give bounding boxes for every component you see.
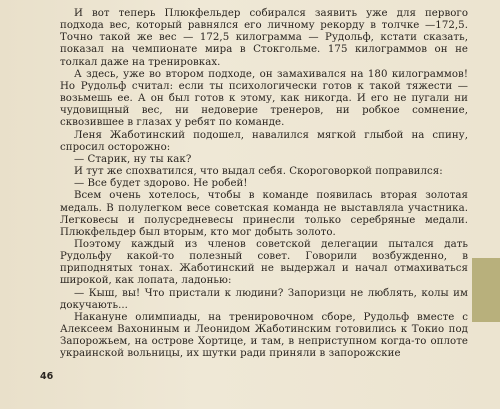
paragraph-5: Всем очень хотелось, чтобы в команде появилась вторая золотая медаль. В полулегком весе советская команда не выставляла участника. Легковесы и полусредневесы принесли только серебряные медали. Плюкфельдер был вторым, кто мог добыть золото. [60,190,468,238]
dialogue-line-2: — Все будет здорово. Не робей! [74,178,248,190]
paragraph-2: А здесь, уже во втором подходе, он замахивался на 180 килограммов! Но Рудольф считал: если ты психологически готов к такой тяжести — возьмешь ее. А он был готов к этому, как никогда. И его не пугали ни чудовищный вес, ни недоверие тренеров, ни робкое сомнение, сквозившее в глазах у ребят по команде. [60,68,468,129]
page-number: 46 [40,371,54,382]
edge-tab-marker [472,258,500,322]
paragraph-4: И тут же спохватился, что выдал себя. Скороговоркой поправился: [74,166,443,178]
paragraph-1: И вот теперь Плюкфельдер собирался заявить уже для первого подхода вес, который равнялся его личному рекорду в толчке —172,5. Точно такой же вес — 172,5 килограмма — Рудольф, кстати сказать, показал на чемпионате мира в Стокгольме. 175 килограммов он не толкал даже на тренировках. [60,8,468,68]
dialogue-line-1: — Старик, ну ты как? [74,153,192,165]
paragraph-6: Поэтому каждый из членов советской делегации пытался дать Рудольфу какой-то полезный совет. Говорили возбужденно, в приподнятых тонах. Жаботинский не выдержал и начал отмахиваться широкой, как лопата, ладонью: [60,238,468,287]
dialogue-line-3: — Кыш, вы! Что пристали к людини? Запоризци не люблять, колы им докучають... [60,287,468,311]
paragraph-3: Леня Жаботинский подошел, навалился мягкой глыбой на спину, спросил осторожно: [60,129,468,153]
body-text [60,8,468,361]
paragraph-7: Накануне олимпиады, на тренировочном сборе, Рудольф вместе с Алексеем Вахониным и Леонидом Жаботинским готовились к Токио под Запорожьем, на острове Хортице, и там, в неприступном когда-то оплоте украинской вольницы, их шутки ради приняли в запорожские [60,311,468,360]
